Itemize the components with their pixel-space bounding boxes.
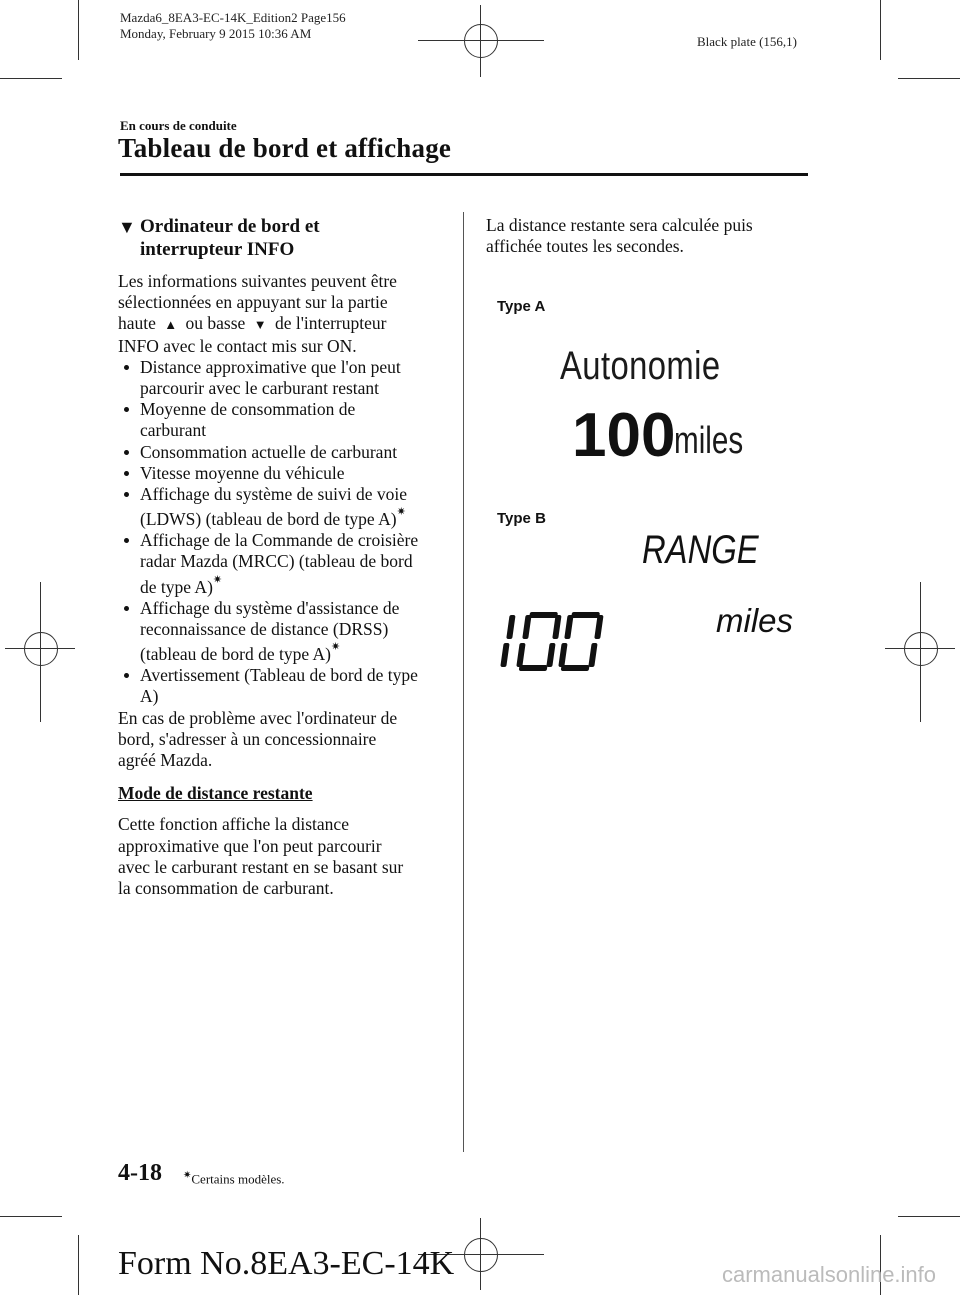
list-item (118, 399, 453, 441)
section-heading (118, 215, 453, 261)
segment-display-icon (496, 612, 606, 672)
bullet-icon (124, 450, 129, 455)
registration-mark-circle (464, 1238, 498, 1272)
type-a-title: Autonomie (560, 344, 721, 388)
crop-mark (898, 78, 960, 79)
bullet-icon (124, 606, 129, 611)
subheading: Mode de distance restante (118, 783, 313, 804)
chapter-title: Tableau de bord et affichage (118, 133, 452, 163)
text-fragment: haute (118, 313, 156, 334)
text-line: Affichage de la Commande de croisière (140, 530, 419, 551)
crop-mark (898, 1216, 960, 1217)
triangle-down-icon: ▼ (118, 217, 136, 237)
type-b-title: RANGE (642, 528, 759, 572)
type-b-label: Type B (497, 510, 546, 527)
text-line (140, 573, 453, 598)
type-a-value: 100 (572, 401, 676, 470)
registration-mark-circle (904, 632, 938, 666)
heading-line: Ordinateur de bord et (140, 216, 320, 237)
text-line: Avertissement (Tableau de bord de type (140, 665, 418, 686)
registration-mark-circle (464, 24, 498, 58)
arrow-down-icon: ▼ (253, 317, 267, 333)
header-rule (120, 173, 808, 176)
bullet-icon (124, 471, 129, 476)
registration-mark-circle (24, 632, 58, 666)
bullet-icon (124, 538, 129, 543)
watermark: carmanualsonline.info (722, 1262, 937, 1287)
page-number: 4-18 (118, 1160, 162, 1186)
problem-paragraph (118, 708, 453, 772)
crop-mark (78, 0, 79, 60)
text-line: Consommation actuelle de carburant (140, 441, 398, 462)
text-line: Vitesse moyenne du véhicule (140, 462, 345, 483)
list-item (118, 357, 453, 399)
text-line: approximative que l'on peut parcourir (118, 835, 382, 856)
type-b-unit: miles (716, 602, 794, 639)
right-column-text (486, 215, 816, 257)
type-a-label: Type A (497, 298, 546, 315)
text-line: radar Mazda (MRCC) (tableau de bord (140, 551, 413, 572)
plate-label: Black plate (156,1) (697, 34, 797, 49)
text-line: Cette fonction affiche la distance (118, 814, 349, 835)
text-line (118, 313, 453, 335)
section-label: En cours de conduite (120, 118, 237, 133)
text-line: sélectionnées en appuyant sur la partie (118, 292, 388, 313)
bullet-icon (124, 673, 129, 678)
list-item (118, 442, 453, 463)
text-line: la consommation de carburant. (118, 877, 334, 898)
text-line: Moyenne de consommation de (140, 399, 356, 420)
heading-line: interrupteur INFO (140, 239, 295, 260)
text-fragment: ou basse (185, 313, 246, 334)
print-job-info (120, 10, 346, 42)
text-line: agréé Mazda. (118, 749, 213, 770)
text-line: Affichage du système d'assistance de (140, 597, 400, 618)
asterisk-icon: ✷ (330, 641, 341, 654)
asterisk-icon: ✷ (396, 506, 406, 519)
asterisk-icon: ✷ (212, 573, 223, 586)
text-line: Affichage du système de suivi de voie (140, 484, 407, 505)
print-job-line1: Mazda6_8EA3-EC-14K_Edition2 Page156 (120, 10, 346, 25)
text-line: carburant (140, 420, 207, 441)
text-line: INFO avec le contact mis sur ON. (118, 335, 357, 356)
crop-mark (0, 78, 62, 79)
text-line: La distance restante sera calculée puis (486, 215, 753, 235)
form-number: Form No.8EA3-EC-14K (118, 1245, 455, 1282)
text-line: A) (140, 686, 159, 707)
text-line: parcourir avec le carburant restant (140, 378, 380, 399)
text-fragment: de type A) (140, 576, 213, 597)
bullet-icon (124, 365, 129, 370)
footnote-text: Certains modèles. (191, 1171, 285, 1187)
intro-paragraph (118, 271, 453, 357)
feature-list (118, 357, 453, 708)
text-fragment: (LDWS) (tableau de bord de type A) (140, 509, 397, 530)
list-item (118, 665, 453, 707)
list-item (118, 598, 453, 665)
text-line (140, 640, 453, 665)
print-job-line2: Monday, February 9 2015 10:36 AM (120, 26, 312, 41)
text-line (140, 505, 453, 530)
left-column (118, 215, 453, 899)
text-line: avec le carburant restant en se basant sur (118, 856, 404, 877)
column-divider (463, 212, 464, 1152)
crop-mark (0, 1216, 62, 1217)
type-a-unit: miles (674, 420, 744, 462)
crop-mark (880, 0, 881, 60)
list-item (118, 530, 453, 597)
list-item (118, 484, 453, 530)
bullet-icon (124, 492, 129, 497)
mode-paragraph (118, 814, 453, 899)
type-b-value (496, 612, 606, 672)
crop-mark (78, 1235, 79, 1295)
text-line: affichée toutes les secondes. (486, 236, 684, 257)
text-line: En cas de problème avec l'ordinateur de (118, 707, 398, 728)
footnote (183, 1170, 285, 1187)
text-line: Distance approximative que l'on peut (140, 356, 401, 377)
arrow-up-icon: ▲ (164, 317, 178, 333)
text-fragment: de l'interrupteur (274, 313, 387, 334)
text-line: reconnaissance de distance (DRSS) (140, 618, 389, 639)
text-line: bord, s'adresser à un concessionnaire (118, 728, 377, 749)
bullet-icon (124, 407, 129, 412)
asterisk-icon: ✷ (183, 1170, 192, 1181)
list-item (118, 463, 453, 484)
text-fragment: (tableau de bord de type A) (140, 643, 331, 664)
text-line: Les informations suivantes peuvent être (118, 271, 397, 291)
